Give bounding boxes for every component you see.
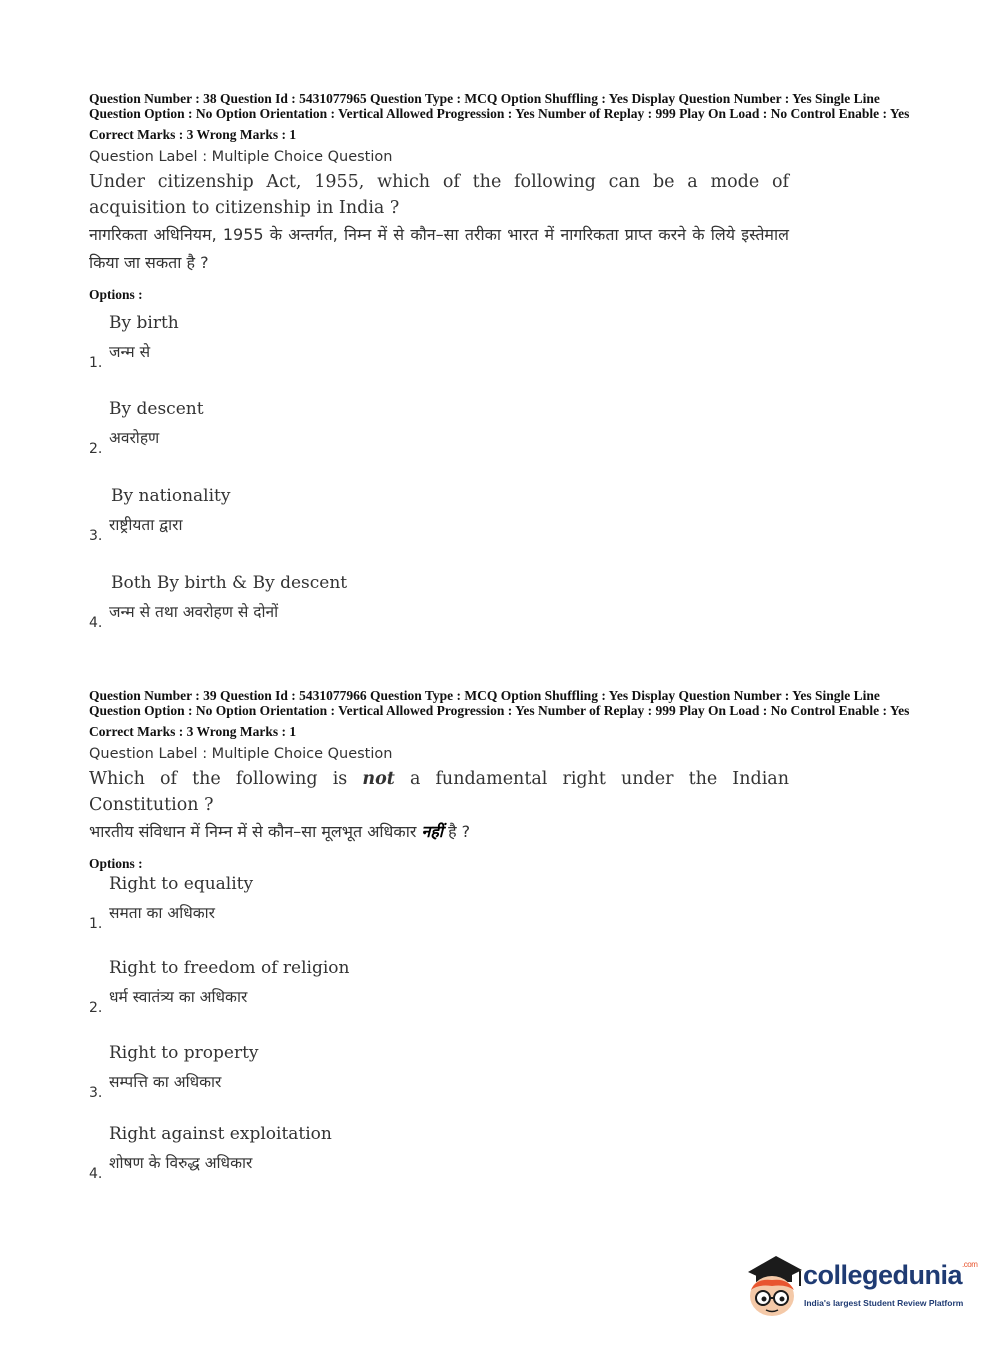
option-text-hindi: समता का अधिकार bbox=[109, 904, 216, 922]
logo-wordmark bbox=[803, 1260, 977, 1291]
question-label: Question Label : Multiple Choice Question bbox=[89, 149, 393, 165]
option-text-english: By birth bbox=[109, 313, 179, 333]
logo-tagline: India's largest Student Review Platform bbox=[804, 1298, 964, 1308]
option-1[interactable] bbox=[89, 874, 589, 934]
option-text-english: By nationality bbox=[111, 486, 231, 506]
option-number: 2. bbox=[89, 1000, 103, 1016]
option-number: 1. bbox=[89, 916, 103, 932]
question-block-38 bbox=[89, 92, 919, 643]
option-2[interactable] bbox=[89, 399, 589, 459]
option-text-hindi: धर्म स्वातंत्र्य का अधिकार bbox=[109, 988, 248, 1006]
question-block-39 bbox=[89, 689, 919, 1202]
option-2[interactable] bbox=[89, 958, 589, 1018]
option-text-english: Both By birth & By descent bbox=[111, 573, 348, 593]
question-text-part: है ? bbox=[443, 822, 471, 841]
option-3[interactable] bbox=[89, 486, 589, 546]
options-heading: Options : bbox=[89, 856, 143, 871]
question-text-part: a fundamental right under the Indian Constitution ? bbox=[89, 769, 789, 815]
option-text-hindi: जन्म से bbox=[109, 343, 151, 361]
question-marks: Correct Marks : 3 Wrong Marks : 1 bbox=[89, 127, 297, 142]
option-1[interactable] bbox=[89, 313, 589, 373]
mascot-icon bbox=[742, 1250, 802, 1320]
question-text-hindi: नागरिकता अधिनियम, 1955 के अन्तर्गत, निम्न में से कौन–सा तरीका भारत में नागरिकता प्राप्त करने के लिये इस्तेमाल किया जा सकता है ? bbox=[89, 225, 789, 272]
option-number: 3. bbox=[89, 528, 103, 544]
question-marks: Correct Marks : 3 Wrong Marks : 1 bbox=[89, 724, 297, 739]
collegedunia-logo bbox=[742, 1250, 978, 1320]
option-text-hindi: सम्पत्ति का अधिकार bbox=[109, 1073, 222, 1091]
question-text-english: Under citizenship Act, 1955, which of the following can be a mode of acquisition to citizenship in India ? bbox=[89, 172, 789, 218]
option-text-hindi: शोषण के विरुद्ध अधिकार bbox=[109, 1154, 253, 1172]
question-text-part: भारतीय संविधान में निम्न में से कौन–सा मूलभूत अधिकार bbox=[89, 822, 422, 841]
question-meta: Question Number : 39 Question Id : 5431077966 Question Type : MCQ Option Shuffling : Yes Display Question Number : Yes Single Line Question Option : No Option Orientation : Vertical Allowed Progression : Yes Number of Replay : 999 Play On Load : No Control Enable : Yes bbox=[89, 688, 910, 718]
option-text-hindi: जन्म से तथा अवरोहण से दोनों bbox=[109, 603, 279, 621]
options-list bbox=[89, 303, 919, 643]
option-number: 3. bbox=[89, 1085, 103, 1101]
option-3[interactable] bbox=[89, 1043, 589, 1103]
option-number: 4. bbox=[89, 615, 103, 631]
options-heading: Options : bbox=[89, 287, 143, 302]
option-number: 2. bbox=[89, 441, 103, 457]
option-text-english: Right to equality bbox=[109, 874, 254, 894]
option-number: 4. bbox=[89, 1166, 103, 1182]
question-text-hindi bbox=[89, 818, 789, 846]
question-label: Question Label : Multiple Choice Question bbox=[89, 746, 393, 762]
question-text-emphasis: not bbox=[362, 769, 395, 789]
question-text-english bbox=[89, 766, 789, 818]
option-text-english: Right to property bbox=[109, 1043, 259, 1063]
option-4[interactable] bbox=[89, 1124, 589, 1184]
question-meta: Question Number : 38 Question Id : 5431077965 Question Type : MCQ Option Shuffling : Yes Display Question Number : Yes Single Line Question Option : No Option Orientation : Vertical Allowed Progression : Yes Number of Replay : 999 Play On Load : No Control Enable : Yes bbox=[89, 91, 910, 121]
option-number: 1. bbox=[89, 355, 103, 371]
option-text-hindi: राष्ट्रीयता द्वारा bbox=[109, 516, 183, 534]
option-text-english: Right against exploitation bbox=[109, 1124, 332, 1144]
option-text-english: By descent bbox=[109, 399, 204, 419]
option-text-hindi: अवरोहण bbox=[109, 429, 160, 447]
question-text-part: Which of the following is bbox=[89, 769, 363, 789]
option-text-english: Right to freedom of religion bbox=[109, 958, 350, 978]
logo-name: collegedunia bbox=[803, 1260, 963, 1290]
question-text-emphasis: नहीं bbox=[421, 822, 443, 841]
logo-suffix: .com bbox=[962, 1260, 978, 1269]
options-list bbox=[89, 872, 919, 1202]
option-4[interactable] bbox=[89, 573, 589, 633]
